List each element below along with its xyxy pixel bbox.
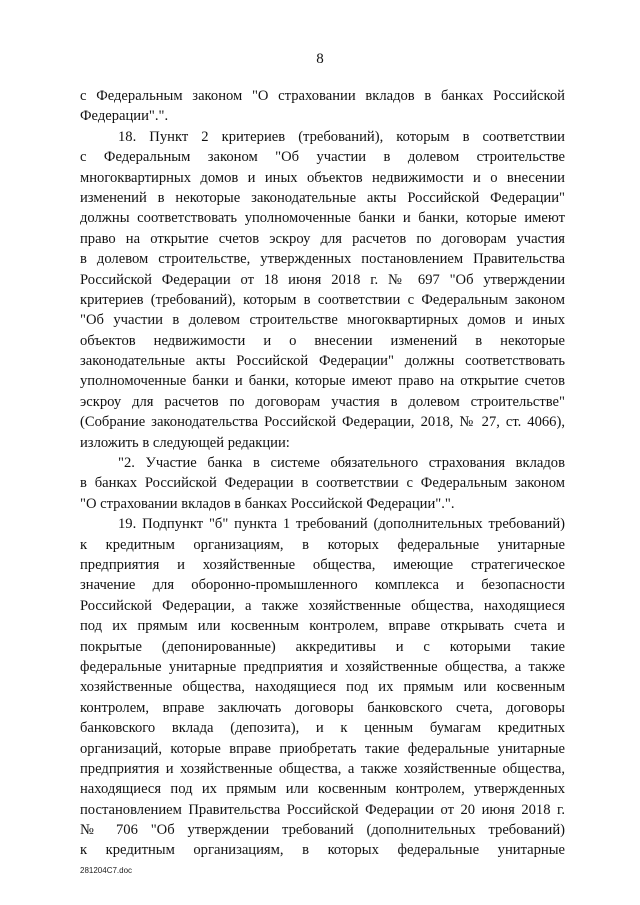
- text-line: № 706 "Об утверждении требований (дополнительных требований): [80, 822, 565, 839]
- text-line: право на открытие счетов эскроу для расчетов по договорам участия: [80, 230, 565, 247]
- text-line: 18. Пункт 2 критериев (требований), которым в соответствии: [118, 128, 565, 145]
- text-line: Федерации".".: [80, 108, 169, 125]
- text-line: находящиеся под их прямым или косвенным контролем, утвержденных: [80, 781, 565, 798]
- text-line: под их прямым или косвенным контролем, вправе открывать счета и: [80, 618, 565, 635]
- text-line: хозяйственные общества, находящиеся под их прямым или косвенным: [80, 679, 565, 696]
- text-line: предприятия и хозяйственные общества, а также хозяйственные общества,: [80, 760, 565, 777]
- text-line: многоквартирных домов и иных объектов недвижимости и о внесении: [80, 169, 565, 186]
- text-line: должны соответствовать уполномоченные банки и банки, которые имеют: [80, 210, 565, 227]
- text-line: организаций, которые вправе приобретать такие федеральные унитарные: [80, 740, 565, 757]
- text-line: уполномоченные банки и банки, которые имеют право на открытие счетов: [80, 373, 565, 390]
- text-line: законодательные акты Российской Федерации" должны соответствовать: [80, 353, 565, 370]
- text-line: в долевом строительстве, утвержденных постановлением Правительства: [80, 251, 565, 268]
- text-line: "2. Участие банка в системе обязательного страхования вкладов: [118, 455, 565, 472]
- text-line: Российской Федерации от 18 июня 2018 г. № 697 "Об утверждении: [80, 271, 565, 288]
- document-footer-filename: 281204С7.doc: [80, 866, 133, 875]
- text-line: с Федеральным законом "О страховании вкладов в банках Российской: [80, 88, 565, 104]
- text-line: эскроу для расчетов по договорам участия в долевом строительстве": [80, 393, 565, 410]
- document-body: [80, 86, 565, 861]
- text-line: значение для оборонно-промышленного комплекса и безопасности: [80, 577, 565, 594]
- text-line: к кредитным организациям, в которых федеральные унитарные: [80, 842, 565, 859]
- text-line: "О страховании вкладов в банках Российской Федерации".".: [80, 495, 455, 512]
- text-line: объектов недвижимости и о внесении изменений в некоторые: [80, 332, 565, 349]
- text-line: изложить в следующей редакции:: [80, 434, 290, 451]
- text-line: "Об участии в долевом строительстве многоквартирных домов и иных: [80, 312, 565, 329]
- text-line: федеральные унитарные предприятия и хозяйственные общества, а также: [80, 658, 565, 675]
- text-line: в банках Российской Федерации в соответствии с Федеральным законом: [80, 475, 565, 492]
- text-line: Российской Федерации, а также хозяйственные общества, находящиеся: [80, 597, 565, 614]
- page-number: 8: [316, 51, 324, 67]
- text-line: изменений в некоторые законодательные акты Российской Федерации": [80, 189, 565, 206]
- text-line: с Федеральным законом "Об участии в долевом строительстве: [80, 149, 565, 166]
- text-line: критериев (требований), которым в соответствии с Федеральным законом: [80, 291, 565, 308]
- text-line: 19. Подпункт "б" пункта 1 требований (дополнительных требований): [118, 516, 565, 533]
- text-line: контролем, вправе заключать договоры банковского счета, договоры: [80, 699, 565, 716]
- text-line: (Собрание законодательства Российской Федерации, 2018, № 27, ст. 4066),: [80, 414, 565, 431]
- text-line: банковского вклада (депозита), и к ценным бумагам кредитных: [80, 720, 565, 737]
- text-line: к кредитным организациям, в которых федеральные унитарные: [80, 536, 565, 553]
- text-line: покрытые (депонированные) аккредитивы и с которыми такие: [80, 638, 565, 655]
- text-line: постановлением Правительства Российской Федерации от 20 июня 2018 г.: [80, 801, 565, 818]
- text-line: предприятия и хозяйственные общества, имеющие стратегическое: [80, 556, 565, 573]
